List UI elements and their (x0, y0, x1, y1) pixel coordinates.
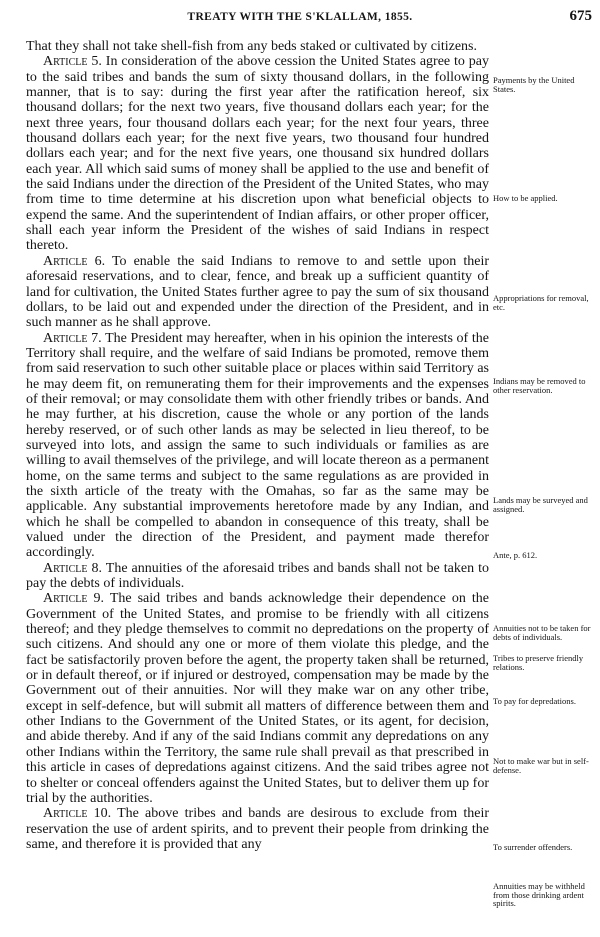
running-title: TREATY WITH THE S'KLALLAM, 1855. (187, 11, 413, 23)
article-heading: Article 5. (43, 54, 102, 70)
article-5 (26, 54, 489, 253)
article-7 (26, 331, 489, 561)
paragraph-shellfish (26, 39, 489, 54)
article-text: The said tribes and bands acknowledge their dependence on the Government of the United States, and promise to be friendly with all citizens thereof; and they pledge themselves to commit no depredations on the property of such citizens. And should any one or more of them violate this pledge, and the fact be satisfactorily proven before the agent, the property taken shall be returned, or in default thereof, or if injured or destroyed, compensation may be made by the Government out of their annuities. Nor will they make war on any other tribe, except in self-defence, but will submit all matters of difference between them and other Indians to the Government of the United States, or its agent, for decision, and abide thereby. And if any of the said Indians commit any depredations on any other Indians within the Territory, the same rule shall prevail as that prescribed in this article in cases of depredations against citizens. And the said tribes agree not to shelter or conceal offenders against the United States, but to deliver them up for trial by the authorities. (26, 591, 489, 806)
margin-note-depredations: To pay for depredations. (493, 696, 576, 706)
article-heading: Article 10. (43, 806, 112, 822)
article-10 (26, 806, 489, 852)
article-heading: Article 8. (43, 560, 103, 576)
article-text: The annuities of the aforesaid tribes and bands shall not be taken to pay the debts of individuals. (26, 560, 489, 592)
margin-note-lands-surveyed: Lands may be surveyed and assigned. (493, 495, 588, 514)
margin-note-annuities-debts: Annuities not to be taken for debts of individuals. (493, 623, 591, 642)
article-text: In consideration of the above cession the United States agree to pay to the said tribes and bands the sum of sixty thousand dollars, in the following manner, that is to say: during the first year after the ratification hereof, six thousand dollars; for the next two years, five thousand dollars each year; for the next three years, four thousand dollars each year; for the next four years, three thousand dollars each year; for the next five years, two thousand four hundred dollars each year; and for the next five years, one thousand six hundred dollars each year. All which said sums of money shall be applied to the use and benefit of the said Indians under the direction of the President of the United States, who may from time to time determine at his discretion upon what beneficial objects to expend the same. And the superintendent of Indian affairs, or other proper officer, shall each year inform the President of the wishes of said Indians in respect thereto. (26, 54, 490, 254)
article-text: The President may hereafter, when in his opinion the interests of the Territory shall require, and the welfare of said Indians be promoted, remove them from said reservation to such other suitable place or places within said Territory as he may deem fit, on remunerating them for their improvements and the expenses of their removal; or may consolidate them with other friendly tribes or bands. And he may further, at his discretion, cause the whole or any portion of the lands hereby reserved, or of such other lands as may be selected in lieu thereof, to be surveyed into lots, and assign the same to such individuals or families as are willing to avail themselves of the privilege, and will locate thereon as a permanent home, on the same terms and subject to the same regulations as are provided in the sixth article of the treaty with the Omahas, so far as the same may be applicable. Any substantial improvements heretofore made by any Indian, and which he shall be compelled to abandon in consequence of this treaty, shall be valued under the direction of the President, and payment made therefor accordingly. (26, 330, 489, 561)
paragraph-text: That they shall not take shell-fish from any beds staked or cultivated by citizens. (26, 39, 477, 54)
article-9 (26, 591, 489, 806)
margin-note-offenders: To surrender offenders. (493, 842, 573, 852)
article-text: The above tribes and bands are desirous to exclude from their reservation the use of ardent spirits, and to prevent their people from drinking the same, and therefore it is provided that any (26, 806, 490, 852)
article-8 (26, 561, 489, 592)
margin-note-removal-appropriations: Appropriations for removal, etc. (493, 293, 589, 312)
margin-note-ardent-spirits: Annuities may be withheld from those drinking ardent spirits. (493, 881, 585, 909)
article-6 (26, 254, 489, 331)
margin-note-application: How to be applied. (493, 193, 558, 203)
margin-note-war: Not to make war but in self-defense. (493, 756, 589, 775)
article-text: To enable the said Indians to remove to and settle upon their aforesaid reservations, and to clear, fence, and break up a sufficient quantity of land for cultivation, the United States further agree to pay the sum of six thousand dollars, to be laid out and expended under the direction of the President, and in such manner as he shall approve. (26, 253, 489, 331)
page-number: 675 (569, 8, 592, 24)
margin-note-payments: Payments by the United States. (493, 75, 575, 94)
margin-note-friendly-relations: Tribes to preserve friendly relations. (493, 653, 584, 672)
margin-note-cross-reference: Ante, p. 612. (493, 550, 538, 560)
article-heading: Article 6. (43, 253, 106, 269)
margin-note-reservation-removal: Indians may be removed to other reservation. (493, 376, 586, 395)
treaty-body (26, 39, 489, 852)
article-heading: Article 7. (43, 330, 102, 346)
article-heading: Article 9. (43, 591, 105, 607)
